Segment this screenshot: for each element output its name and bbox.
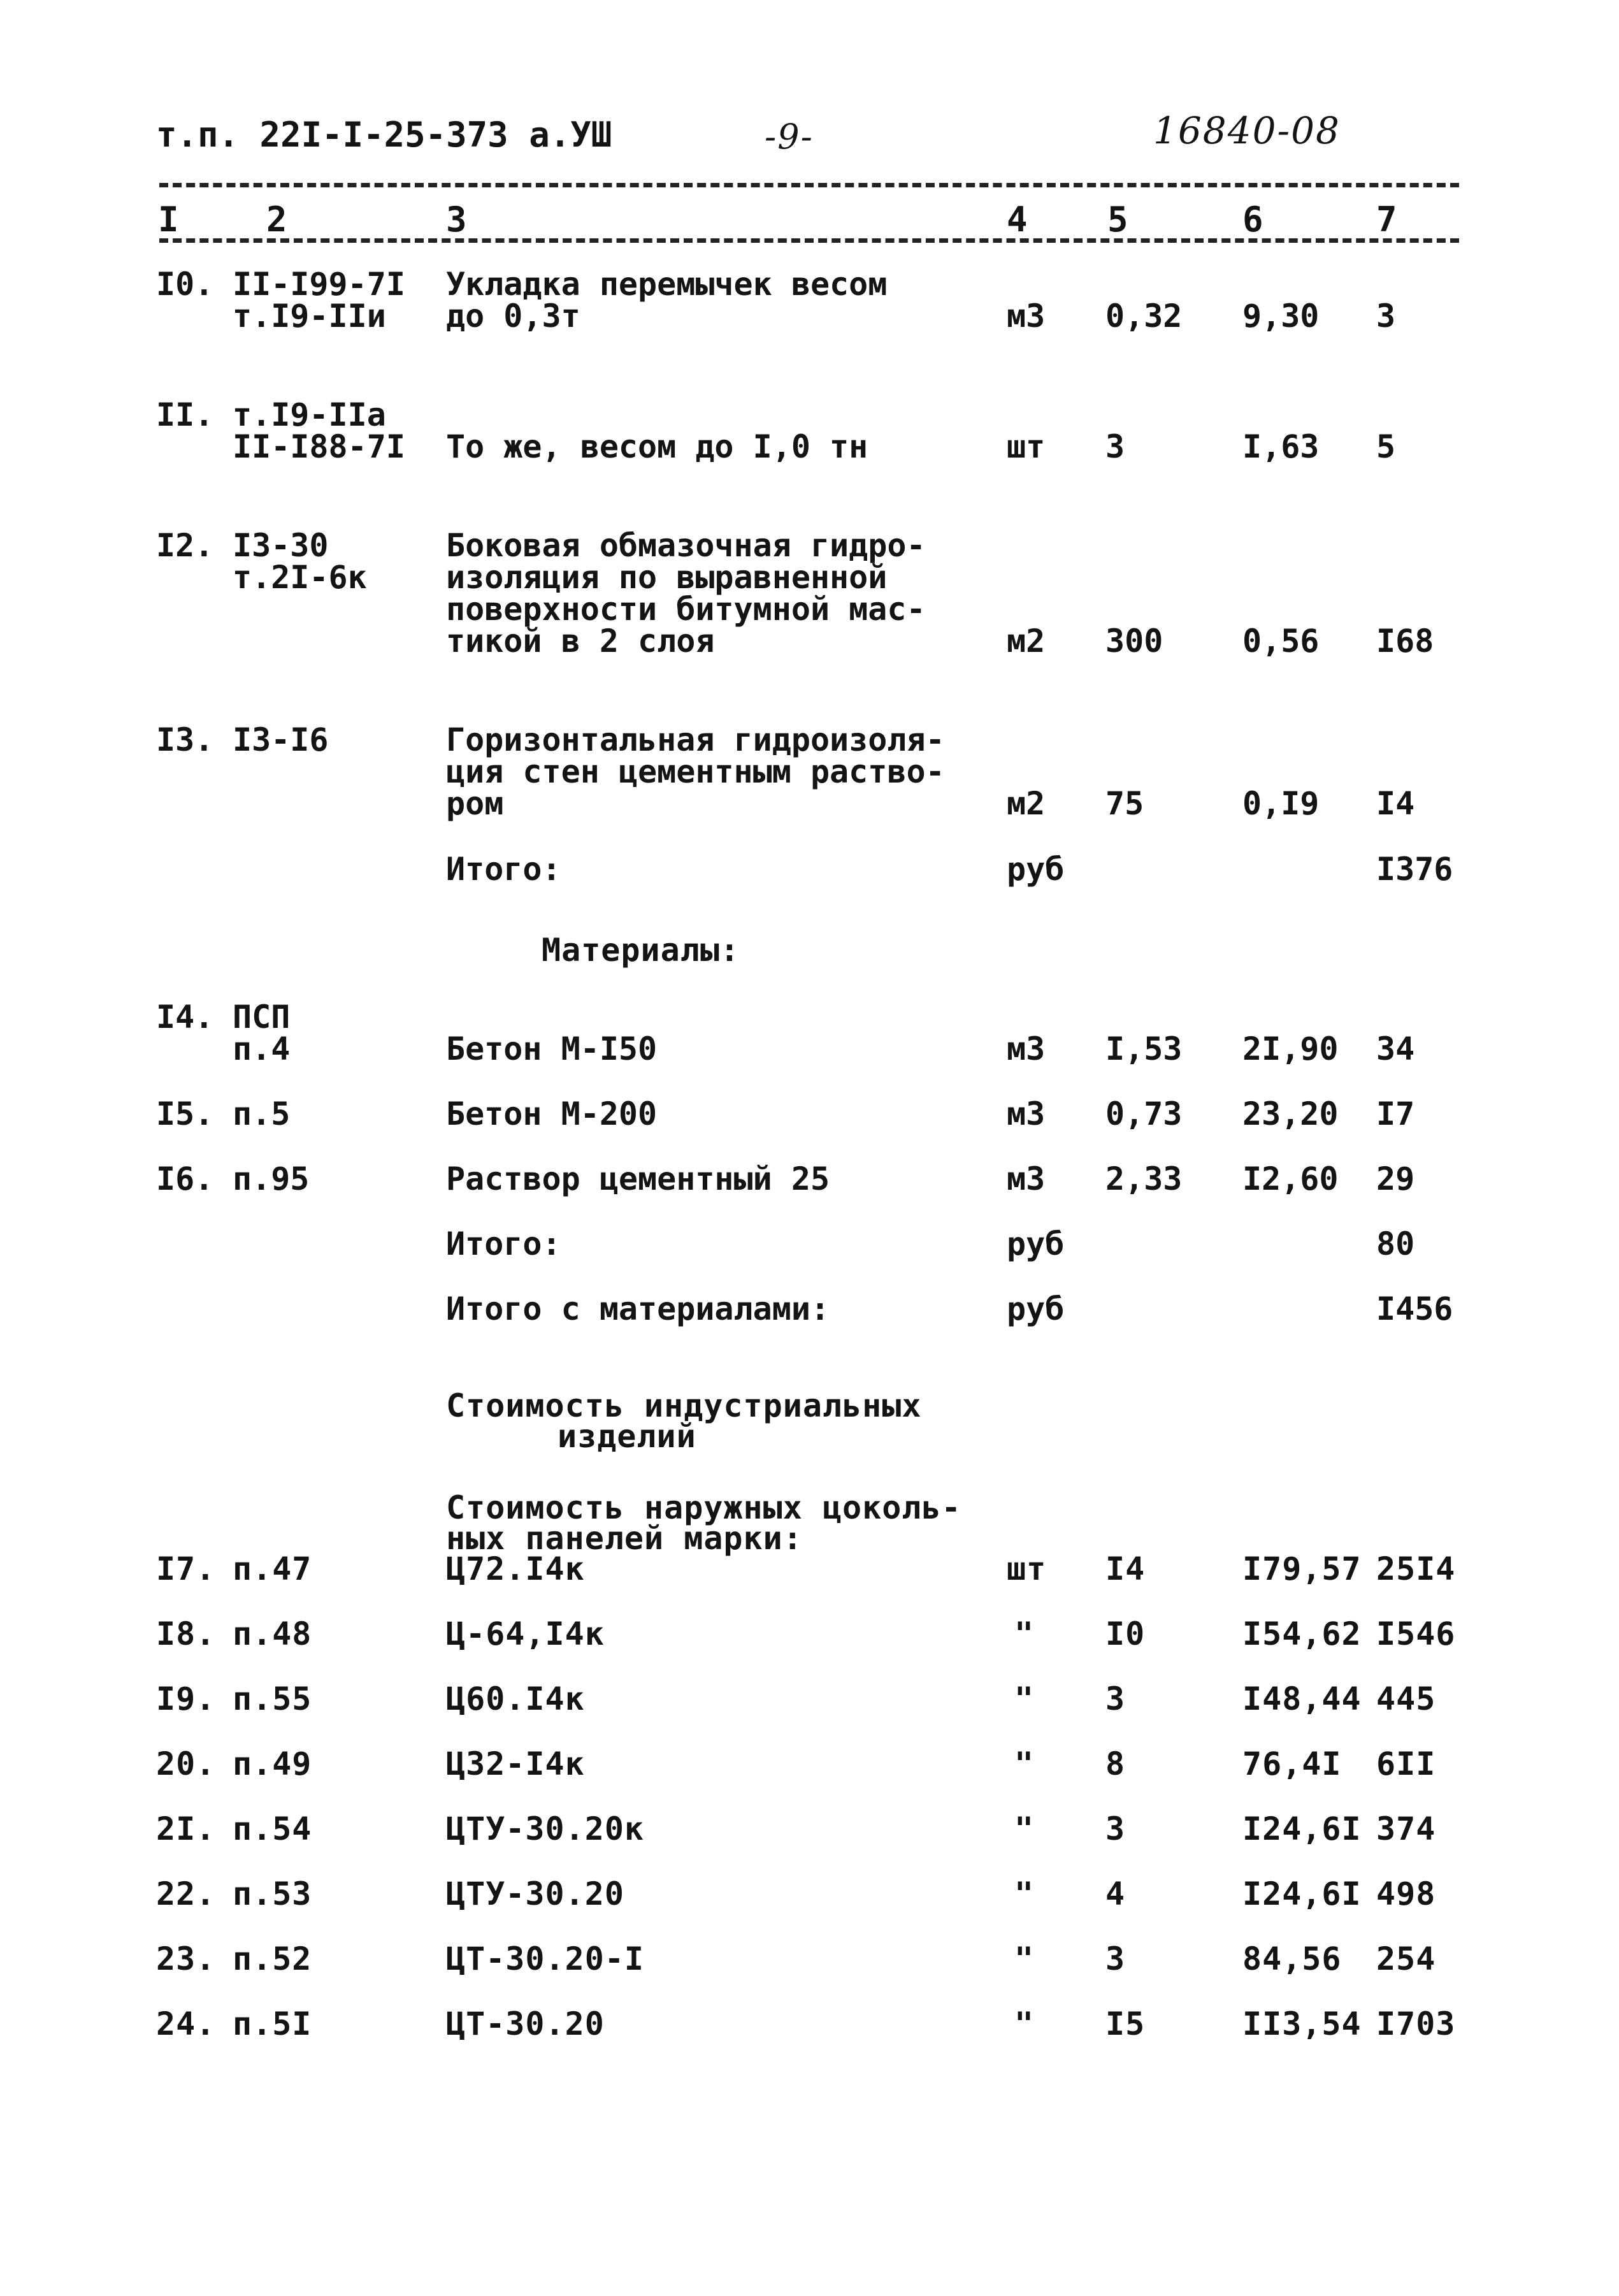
row-name: Боковая обмазочная гидро-: [446, 527, 926, 564]
row-code: т.I9-IIи: [233, 298, 386, 335]
row-price: I24,6I: [1242, 1810, 1362, 1847]
row-total: I7: [1376, 1095, 1415, 1132]
row-code: п.48: [233, 1615, 312, 1652]
row-name: Укладка перемычек весом: [446, 266, 888, 303]
row-total: 445: [1376, 1680, 1436, 1717]
row-number: 20.: [156, 1745, 216, 1782]
row-total: 498: [1376, 1875, 1436, 1912]
row-number: I4.: [156, 999, 214, 1036]
row-name: То же, весом до I,0 тн: [446, 428, 868, 465]
row-unit: шт: [1007, 1550, 1047, 1587]
subtotal-unit: руб: [1007, 1290, 1065, 1327]
row-name: поверхности битумной мас-: [446, 591, 926, 628]
row-price: 23,20: [1242, 1095, 1339, 1132]
row-price: I24,6I: [1242, 1875, 1362, 1912]
row-code: п.5: [233, 1095, 291, 1132]
row-code: II-I99-7I: [233, 266, 405, 303]
row-price: 0,I9: [1242, 785, 1320, 822]
row-total: I546: [1376, 1615, 1456, 1652]
row-name: ЦТ-30.20-I: [446, 1940, 645, 1977]
row-name: ЦТУ-30.20: [446, 1875, 624, 1912]
row-name: ром: [446, 785, 504, 822]
doc-code: т.п. 22I-I-25-373 а.УШ: [156, 115, 612, 155]
row-quantity: 3: [1105, 1810, 1126, 1847]
row-unit: ": [1014, 1745, 1035, 1782]
inventory-number: 16840-08: [1153, 109, 1341, 152]
column-number-1: I: [158, 199, 179, 240]
row-price: I2,60: [1242, 1160, 1339, 1197]
row-unit: м3: [1007, 298, 1046, 335]
row-quantity: 0,32: [1105, 298, 1183, 335]
row-name: ция стен цементным раство-: [446, 753, 945, 790]
row-price: II3,54: [1242, 2005, 1362, 2042]
row-unit: ": [1014, 1680, 1035, 1717]
row-total: 254: [1376, 1940, 1436, 1977]
row-unit: ": [1014, 1875, 1035, 1912]
row-name: Ц72.I4к: [446, 1550, 585, 1587]
row-name: ЦТУ-30.20к: [446, 1810, 645, 1847]
row-total: 29: [1376, 1160, 1415, 1197]
row-code: п.47: [233, 1550, 312, 1587]
row-total: 374: [1376, 1810, 1436, 1847]
column-number-4: 4: [1007, 199, 1028, 240]
row-total: I703: [1376, 2005, 1456, 2042]
materials-heading: Материалы:: [542, 932, 740, 969]
row-name: до 0,3т: [446, 298, 580, 335]
row-code: I3-30: [233, 527, 329, 564]
row-name: Бетон М-200: [446, 1095, 658, 1132]
row-number: I3.: [156, 721, 214, 758]
row-number: 24.: [156, 2005, 216, 2042]
row-price: 2I,90: [1242, 1030, 1339, 1067]
row-number: II.: [156, 396, 214, 433]
row-code: п.49: [233, 1745, 312, 1782]
subtotal-label: Итого:: [446, 851, 561, 888]
row-price: I,63: [1242, 428, 1320, 465]
row-unit: м2: [1007, 623, 1046, 660]
row-code: т.I9-IIа: [233, 396, 386, 433]
page-number: -9-: [765, 117, 814, 157]
row-price: I48,44: [1242, 1680, 1362, 1717]
row-name: Ц32-I4к: [446, 1745, 585, 1782]
row-name: Раствор цементный 25: [446, 1160, 830, 1197]
row-number: I6.: [156, 1160, 214, 1197]
row-price: 84,56: [1242, 1940, 1342, 1977]
row-total: I4: [1376, 785, 1415, 822]
row-total: I68: [1376, 623, 1434, 660]
row-code: п.55: [233, 1680, 312, 1717]
row-name: изоляция по выравненной: [446, 559, 888, 596]
row-unit: м2: [1007, 785, 1046, 822]
header-rule-bottom: [159, 238, 1459, 243]
row-number: I9.: [156, 1680, 216, 1717]
panels-heading: ных панелей марки:: [446, 1520, 803, 1557]
row-name: Ц-64,I4к: [446, 1615, 605, 1652]
row-unit: м3: [1007, 1095, 1046, 1132]
row-total: 34: [1376, 1030, 1415, 1067]
row-number: 2I.: [156, 1810, 216, 1847]
panels-heading: Стоимость наружных цоколь-: [446, 1489, 961, 1526]
row-price: 76,4I: [1242, 1745, 1342, 1782]
row-number: I2.: [156, 527, 214, 564]
column-number-2: 2: [266, 199, 287, 240]
row-code: п.95: [233, 1160, 310, 1197]
row-number: I7.: [156, 1550, 216, 1587]
row-code: т.2I-6к: [233, 559, 367, 596]
row-unit: м3: [1007, 1160, 1046, 1197]
row-code: п.54: [233, 1810, 312, 1847]
row-number: 23.: [156, 1940, 216, 1977]
row-quantity: 75: [1105, 785, 1144, 822]
row-quantity: I0: [1105, 1615, 1146, 1652]
row-total: 3: [1376, 298, 1396, 335]
header-rule-top: [159, 183, 1459, 187]
row-name: Горизонтальная гидроизоля-: [446, 721, 945, 758]
subtotal-label: Итого:: [446, 1225, 561, 1262]
row-name: тикой в 2 слоя: [446, 623, 715, 660]
row-quantity: I,53: [1105, 1030, 1183, 1067]
row-number: 22.: [156, 1875, 216, 1912]
subtotal-total: 80: [1376, 1225, 1415, 1262]
row-number: I5.: [156, 1095, 214, 1132]
row-quantity: 3: [1105, 1940, 1126, 1977]
subtotal-unit: руб: [1007, 1225, 1065, 1262]
row-name: Ц60.I4к: [446, 1680, 585, 1717]
subtotal-with-materials-label: Итого с материалами:: [446, 1290, 830, 1327]
row-total: 5: [1376, 428, 1396, 465]
industrial-heading: изделий: [558, 1418, 696, 1455]
row-unit: шт: [1007, 428, 1046, 465]
row-quantity: 4: [1105, 1875, 1126, 1912]
subtotal-total: I456: [1376, 1290, 1453, 1327]
row-code: I3-I6: [233, 721, 329, 758]
row-name: ЦТ-30.20: [446, 2005, 605, 2042]
row-unit: ": [1014, 1810, 1035, 1847]
row-code: II-I88-7I: [233, 428, 405, 465]
column-number-7: 7: [1376, 199, 1397, 240]
row-unit: ": [1014, 1615, 1035, 1652]
row-quantity: 8: [1105, 1745, 1126, 1782]
subtotal-total: I376: [1376, 851, 1453, 888]
row-number: I0.: [156, 266, 214, 303]
industrial-heading: Стоимость индустриальных: [446, 1387, 922, 1424]
row-total: 25I4: [1376, 1550, 1456, 1587]
row-price: I79,57: [1242, 1550, 1362, 1587]
row-quantity: 0,73: [1105, 1095, 1183, 1132]
column-number-3: 3: [446, 199, 467, 240]
row-price: I54,62: [1242, 1615, 1362, 1652]
row-price: 0,56: [1242, 623, 1320, 660]
row-unit: ": [1014, 1940, 1035, 1977]
row-code: п.5I: [233, 2005, 312, 2042]
row-code: п.4: [233, 1030, 291, 1067]
row-number: I8.: [156, 1615, 216, 1652]
row-quantity: 3: [1105, 428, 1125, 465]
row-quantity: 300: [1105, 623, 1163, 660]
row-total: 6II: [1376, 1745, 1436, 1782]
row-quantity: I5: [1105, 2005, 1146, 2042]
row-quantity: 2,33: [1105, 1160, 1183, 1197]
column-number-6: 6: [1242, 199, 1263, 240]
subtotal-unit: руб: [1007, 851, 1065, 888]
row-code: п.53: [233, 1875, 312, 1912]
row-code: п.52: [233, 1940, 312, 1977]
row-quantity: 3: [1105, 1680, 1126, 1717]
row-price: 9,30: [1242, 298, 1320, 335]
row-unit: м3: [1007, 1030, 1046, 1067]
row-name: Бетон М-I50: [446, 1030, 658, 1067]
column-number-5: 5: [1107, 199, 1128, 240]
row-unit: ": [1014, 2005, 1035, 2042]
row-quantity: I4: [1105, 1550, 1146, 1587]
row-code: ПСП: [233, 999, 291, 1036]
